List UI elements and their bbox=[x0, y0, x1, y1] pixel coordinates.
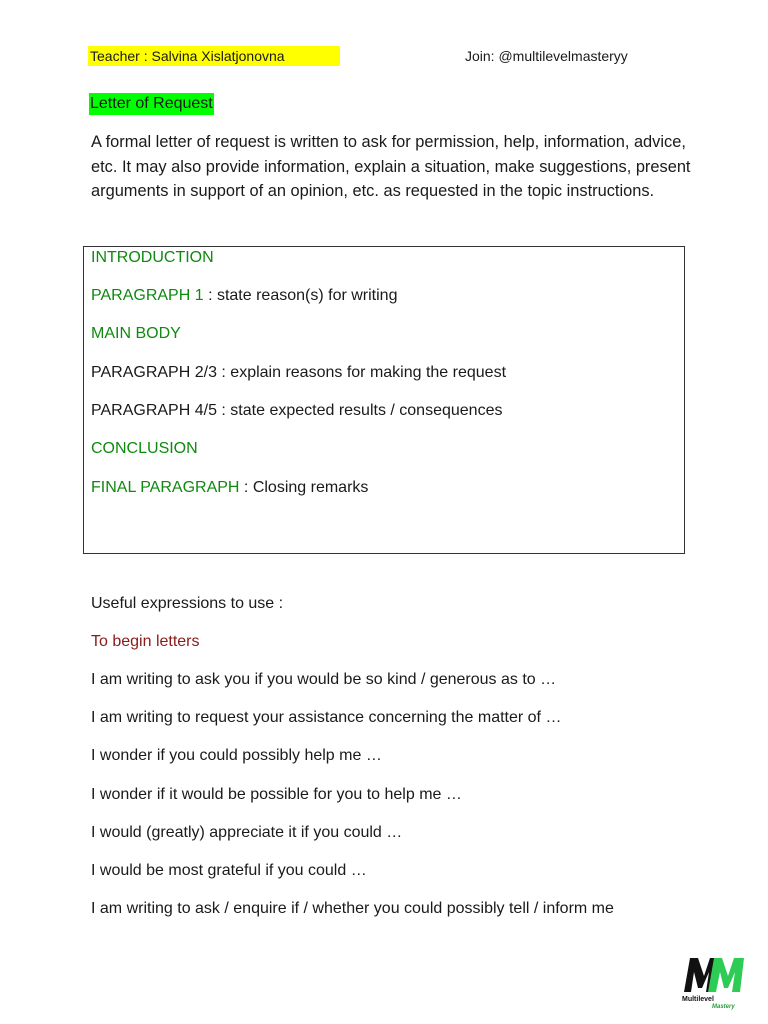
paragraph-4-5-label: PARAGRAPH 4/5 bbox=[91, 402, 217, 419]
logo-sub: Mastery bbox=[712, 1004, 735, 1010]
expression-item: I would (greatly) appreciate it if you could … bbox=[91, 824, 403, 841]
structure-introduction: INTRODUCTION bbox=[91, 249, 214, 266]
begin-letters-heading: To begin letters bbox=[91, 633, 200, 650]
structure-conclusion: CONCLUSION bbox=[91, 440, 198, 457]
expression-item: I wonder if you could possibly help me … bbox=[91, 747, 382, 764]
structure-paragraph-4-5 bbox=[91, 400, 502, 422]
useful-expressions-heading: Useful expressions to use : bbox=[91, 595, 284, 612]
paragraph-1-label: PARAGRAPH 1 bbox=[91, 287, 204, 304]
final-paragraph-label: FINAL PARAGRAPH bbox=[91, 479, 240, 496]
paragraph-1-text: : state reason(s) for writing bbox=[203, 287, 398, 304]
paragraph-4-5-text: : state expected results / consequences bbox=[216, 402, 503, 419]
structure-paragraph-1 bbox=[91, 285, 397, 307]
document-title: Letter of Request bbox=[89, 93, 214, 115]
expression-item: I am writing to ask you if you would be so kind / generous as to … bbox=[91, 671, 557, 688]
expression-item: I am writing to ask / enquire if / whether you could possibly tell / inform me bbox=[91, 900, 614, 917]
expression-item: I would be most grateful if you could … bbox=[91, 862, 367, 879]
logo-name: Multilevel bbox=[682, 996, 714, 1003]
teacher-label: Teacher : Salvina Xislatjonovna bbox=[88, 46, 340, 66]
structure-final-paragraph bbox=[91, 477, 368, 499]
structure-paragraph-2-3: PARAGRAPH 2/3 : explain reasons for making the request bbox=[91, 364, 507, 381]
join-handle: Join: @multilevelmasteryy bbox=[465, 48, 628, 64]
final-paragraph-text: : Closing remarks bbox=[239, 479, 369, 496]
expression-item: I am writing to request your assistance concerning the matter of … bbox=[91, 709, 562, 726]
intro-paragraph: A formal letter of request is written to ask for permission, help, information, advice, etc. It may also provide information, explain a situation, make suggestions, present arguments in support of an opinion, etc. as requested in the topic instructions. bbox=[91, 133, 691, 200]
expression-item: I wonder if it would be possible for you to help me … bbox=[91, 786, 462, 803]
structure-main-body: MAIN BODY bbox=[91, 325, 181, 342]
